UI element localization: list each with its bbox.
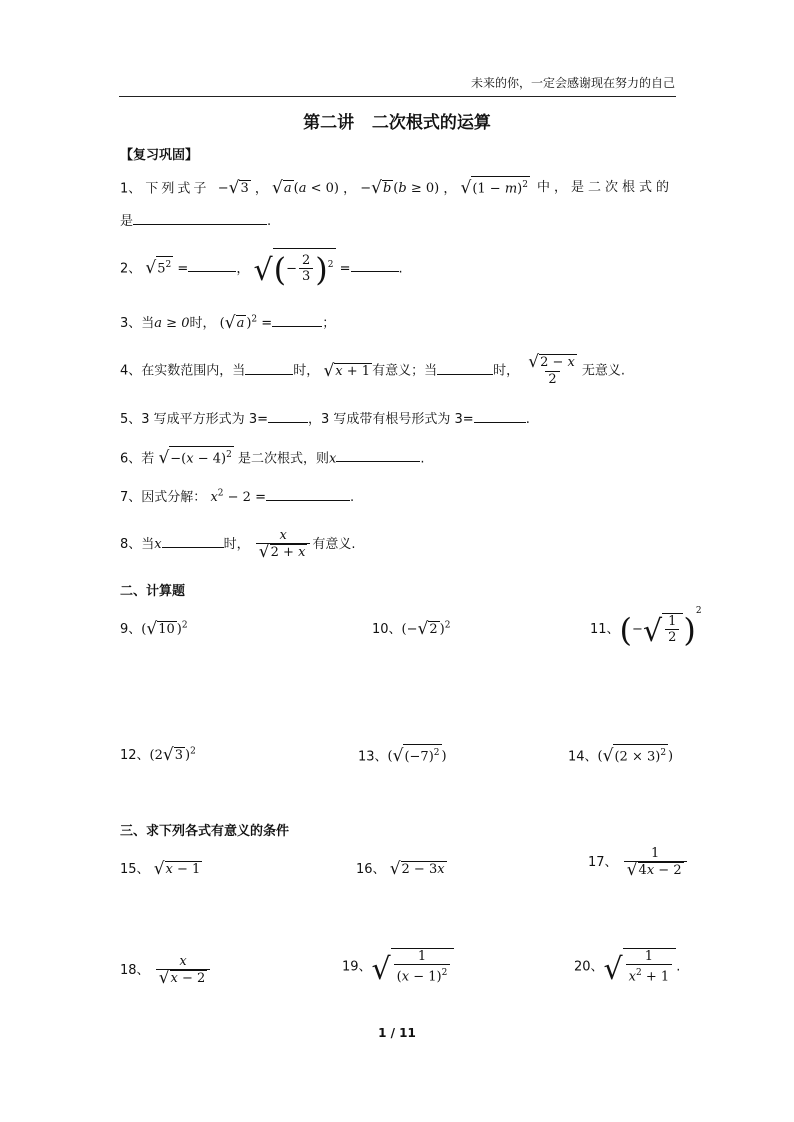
question-3 <box>120 312 335 333</box>
calc-14 <box>568 744 673 766</box>
q3-text-b: 时， <box>189 316 216 331</box>
cond-19-number: 19、 <box>342 959 372 975</box>
q1-expr-b: √a (a < 0) <box>272 178 339 199</box>
section-calc-heading: 二、计算题 <box>120 584 186 599</box>
q2-blank-a[interactable] <box>188 259 236 272</box>
calc-12-expr: (2√3 )$^2$ <box>149 745 196 765</box>
q4-expr-a: √x + 1 <box>323 360 371 381</box>
q3-text-a: 当 <box>141 316 155 331</box>
calc-10-expr: (−√2 )$^2$ <box>401 619 451 639</box>
q3-blank[interactable] <box>272 314 322 327</box>
q4-text-e: 无意义. <box>581 363 626 379</box>
q3-end: ； <box>322 316 336 331</box>
question-7 <box>120 486 354 505</box>
q3-condition: a ≥ 0 <box>154 316 190 331</box>
cond-17-expr: $\frac{1}{√4x - 2}$ <box>622 855 689 870</box>
section-condition-heading: 三、求下列各式有意义的条件 <box>120 824 290 839</box>
question-8 <box>120 528 356 561</box>
q1-line2 <box>120 210 271 229</box>
cond-16-number: 16、 <box>356 862 386 877</box>
q4-expr-b: $\frac{√2 - x}{2}$ <box>528 352 575 387</box>
calc-12-number: 12、 <box>120 748 150 763</box>
cond-15-expr: √x − 1 <box>153 859 201 879</box>
q4-text-c: 有意义；当 <box>372 363 438 379</box>
q8-number: 8、 <box>120 537 142 552</box>
q8-text-a: 当 <box>141 537 155 552</box>
page-number: 1 / 11 <box>378 1026 416 1040</box>
calc-12 <box>120 744 196 765</box>
q2-eq-a: = <box>177 261 189 277</box>
q6-expr: $√-(x - 4)^2$ <box>158 451 233 466</box>
q2-expr-b: √(− $\frac{2}{3}$ )$^2$ <box>253 261 335 276</box>
q2-end: . <box>398 261 403 277</box>
question-1: 1、 下列式子 −√3 ， √a (a < 0) ， −√b (b ≥ 0) ， $√(1 - m)^2$ <box>120 176 530 198</box>
q6-blank[interactable] <box>336 449 420 462</box>
calc-11 <box>590 606 702 649</box>
q4-text-a: 在实数范围内，当 <box>141 363 246 379</box>
calc-13 <box>358 744 447 766</box>
q2-comma: ， <box>236 261 250 277</box>
question-4 <box>120 354 625 388</box>
q4-text-d: 时， <box>493 363 520 379</box>
q4-text-b: 时， <box>293 363 320 379</box>
q1-text: 下列式子 <box>145 181 210 197</box>
q1-expr-c: −√b (b ≥ 0) <box>360 178 440 199</box>
q2-eq-b: = <box>339 261 351 277</box>
calc-9-expr: (√10 )$^2$ <box>141 619 188 639</box>
cond-17-number: 17、 <box>588 855 618 870</box>
calc-9-number: 9、 <box>120 622 142 637</box>
calc-11-expr: (−√ $\frac{1}{2}$ )$^2$ <box>619 606 702 649</box>
q1-expr-d: $√(1 - m)^2$ <box>460 181 529 196</box>
q5-end: . <box>525 412 530 427</box>
calc-14-number: 14、 <box>568 749 598 765</box>
cond-19 <box>342 948 454 987</box>
cond-16 <box>356 858 447 879</box>
cond-20-number: 20、 <box>574 959 604 975</box>
page-title: 第二讲 二次根式的运算 <box>303 113 491 133</box>
q8-text-c: 有意义. <box>312 537 356 552</box>
q5-number: 5、 <box>120 412 142 427</box>
q8-text-b: 时， <box>223 537 250 552</box>
question-5 <box>120 408 530 427</box>
calc-10-number: 10、 <box>372 622 402 637</box>
q6-text-b: 是二次根式，则 <box>237 451 329 467</box>
cond-20-expr: √ $\frac{1}{x^2 + 1}$ <box>604 960 677 975</box>
q1-blank[interactable] <box>133 212 267 225</box>
q2-expr-a: $√5^2$ <box>145 261 173 276</box>
calc-14-expr: ($√(2 \times 3)^2$ ) <box>598 749 674 764</box>
section-review-heading: 【复习巩固】 <box>120 148 199 163</box>
q8-expr: $\frac{x}{√2 + x}$ <box>254 537 313 552</box>
cond-20-end: . <box>676 959 681 975</box>
q8-blank[interactable] <box>162 535 224 548</box>
header-rule <box>119 96 676 97</box>
question-6 <box>120 446 424 468</box>
q6-end: . <box>420 451 425 467</box>
cond-15-number: 15、 <box>120 862 150 877</box>
q2-blank-b[interactable] <box>351 259 399 272</box>
q7-expr: $x^2 - 2$ <box>210 488 251 505</box>
q1-end: . <box>267 214 272 229</box>
q4-number: 4、 <box>120 363 142 379</box>
q6-text-a: 若 <box>141 451 155 467</box>
calc-11-number: 11、 <box>590 622 620 637</box>
q3-number: 3、 <box>120 316 142 331</box>
cond-16-expr: √2 − 3x <box>389 859 445 879</box>
cond-18 <box>120 954 212 987</box>
cond-19-expr: √ $\frac{1}{(x - 1)^2}$ <box>372 960 455 975</box>
q7-text-a: 因式分解： <box>141 490 207 505</box>
cond-18-number: 18、 <box>120 963 150 978</box>
cond-18-expr: $\frac{x}{√x - 2}$ <box>154 963 213 978</box>
q5-text-b: ，3 写成带有根号形式为 3= <box>307 412 474 427</box>
q1-text-b: 中，是二次根式的 <box>537 180 674 195</box>
q1-number: 1、 <box>120 181 142 197</box>
q2-number: 2、 <box>120 261 142 277</box>
q5-text-a: 3 写成平方形式为 3= <box>141 412 268 427</box>
cond-20 <box>574 948 680 987</box>
question-2 <box>120 248 403 288</box>
cond-17 <box>588 846 689 879</box>
header-motto: 未来的你，一定会感谢现在努力的自己 <box>470 76 675 90</box>
q5-blank-a[interactable] <box>268 410 308 423</box>
calc-13-number: 13、 <box>358 749 388 765</box>
q1-expr-a: −√3 <box>213 178 249 199</box>
q3-expr: (√a )$^2$ <box>219 313 258 333</box>
q5-blank-b[interactable] <box>474 410 526 423</box>
q3-eq: = <box>261 316 273 331</box>
cond-15 <box>120 858 202 879</box>
q1-text-c: 是 <box>120 214 134 229</box>
calc-10 <box>372 618 450 639</box>
q8-var: x <box>154 537 162 552</box>
calc-9 <box>120 618 188 639</box>
q6-number: 6、 <box>120 451 142 467</box>
q7-blank[interactable] <box>266 488 350 501</box>
q7-eq: = <box>255 490 266 505</box>
q4-blank-b[interactable] <box>437 362 493 375</box>
calc-13-expr: ($√(-7)^2$ ) <box>388 749 447 764</box>
q6-var: x <box>328 451 337 467</box>
q7-number: 7、 <box>120 490 142 505</box>
q7-end: . <box>350 490 355 505</box>
q4-blank-a[interactable] <box>245 362 293 375</box>
